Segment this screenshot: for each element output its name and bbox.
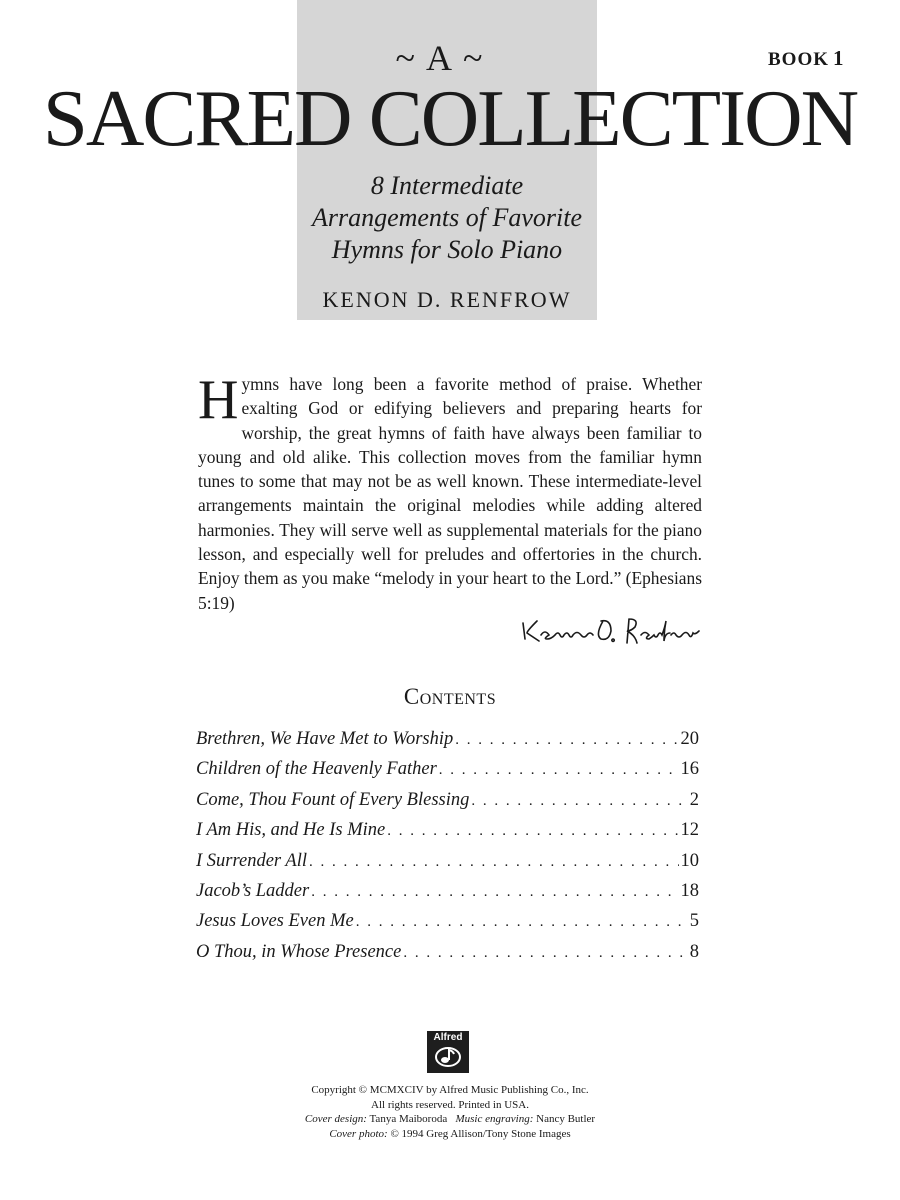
- toc-entry: [196, 911, 699, 941]
- toc-entry-page: 12: [680, 820, 699, 841]
- book-number: 1: [833, 46, 845, 70]
- toc-entry-page: 2: [689, 789, 699, 810]
- rights-line: All rights reserved. Printed in USA.: [371, 1098, 529, 1111]
- toc-entry-page: 20: [680, 729, 699, 749]
- author-signature: [515, 605, 715, 655]
- toc-entry: [196, 729, 699, 759]
- title-prefix: ~ A ~: [395, 38, 485, 78]
- toc-leader-dots: [471, 793, 687, 810]
- toc-leader-dots: [311, 884, 678, 901]
- toc-entry-page: 8: [689, 941, 699, 962]
- music-note-icon: [434, 1045, 462, 1069]
- author-name: KENON D. RENFROW: [322, 287, 572, 312]
- toc-entry-title: O Thou, in Whose Presence: [196, 941, 402, 962]
- engraving-label: Music engraving:: [455, 1113, 534, 1125]
- copyright-line: Copyright © MCMXCIV by Alfred Music Publishing Co., Inc.: [311, 1084, 589, 1096]
- book-word: BOOK: [768, 49, 830, 70]
- subtitle-line: 8 Intermediate: [370, 171, 524, 200]
- toc-entry-title: Children of the Heavenly Father: [196, 759, 437, 780]
- table-of-contents: [196, 729, 699, 972]
- toc-entry-page: 10: [680, 850, 699, 871]
- subtitle: [297, 170, 597, 266]
- cover-photo-label: Cover photo:: [329, 1127, 388, 1140]
- toc-entry-title: Jacob’s Ladder: [196, 880, 310, 901]
- toc-leader-dots: [403, 945, 687, 962]
- cover-photo-credit: © 1994 Greg Allison/Tony Stone Images: [390, 1127, 571, 1140]
- cover-design-label: Cover design:: [304, 1113, 367, 1125]
- intro-paragraph: [198, 369, 702, 615]
- cover-design-credit: Tanya Maiboroda: [369, 1113, 448, 1125]
- toc-entry: [196, 942, 699, 972]
- toc-leader-dots: [356, 914, 688, 931]
- toc-entry-page: 5: [689, 911, 699, 932]
- toc-leader-dots: [309, 854, 679, 871]
- toc-entry-page: 18: [680, 880, 699, 901]
- toc-entry: [196, 881, 699, 911]
- photo-credit-line: [200, 1127, 700, 1142]
- toc-leader-dots: [439, 762, 679, 779]
- credits-line: [200, 1112, 700, 1127]
- toc-entry-title: Brethren, We Have Met to Worship: [196, 729, 454, 749]
- copyright-footer: [200, 1083, 700, 1141]
- contents-heading: Contents: [403, 684, 497, 709]
- engraving-credit: Nancy Butler: [536, 1113, 596, 1125]
- drop-cap: H: [198, 369, 239, 431]
- toc-entry: [196, 759, 699, 789]
- toc-entry-title: I Am His, and He Is Mine: [196, 820, 386, 841]
- toc-entry: [196, 851, 699, 881]
- toc-entry-title: Come, Thou Fount of Every Blessing: [196, 789, 470, 810]
- toc-entry-page: 16: [680, 759, 699, 780]
- subtitle-line: Hymns for Solo Piano: [331, 235, 563, 264]
- alfred-logo: [427, 1031, 469, 1073]
- toc-entry: [196, 790, 699, 820]
- toc-leader-dots: [455, 732, 678, 749]
- toc-entry: [196, 820, 699, 850]
- toc-entry-title: Jesus Loves Even Me: [196, 911, 354, 932]
- logo-wordmark: Alfred: [433, 1032, 463, 1043]
- page-title: SACRED COLLECTION: [42, 73, 858, 163]
- toc-leader-dots: [387, 823, 678, 840]
- subtitle-line: Arrangements of Favorite: [311, 203, 583, 232]
- intro-text: ymns have long been a favorite method of praise. Whether exalting God or edifying believers and preparing hearts for worship, the great hymns of faith have always been familiar to young and old alike. This collection moves from the familiar hymn tunes to some that may not be as well known. These intermediate-level arrangements maintain the original melodies while adding altered harmonies. They will serve well as supplemental materials for the piano lesson, and especially well for preludes and offertories in the church. Enjoy them as you make “melody in your heart to the Lord.” (Ephesians 5:19): [198, 374, 702, 613]
- toc-entry-title: I Surrender All: [196, 850, 307, 871]
